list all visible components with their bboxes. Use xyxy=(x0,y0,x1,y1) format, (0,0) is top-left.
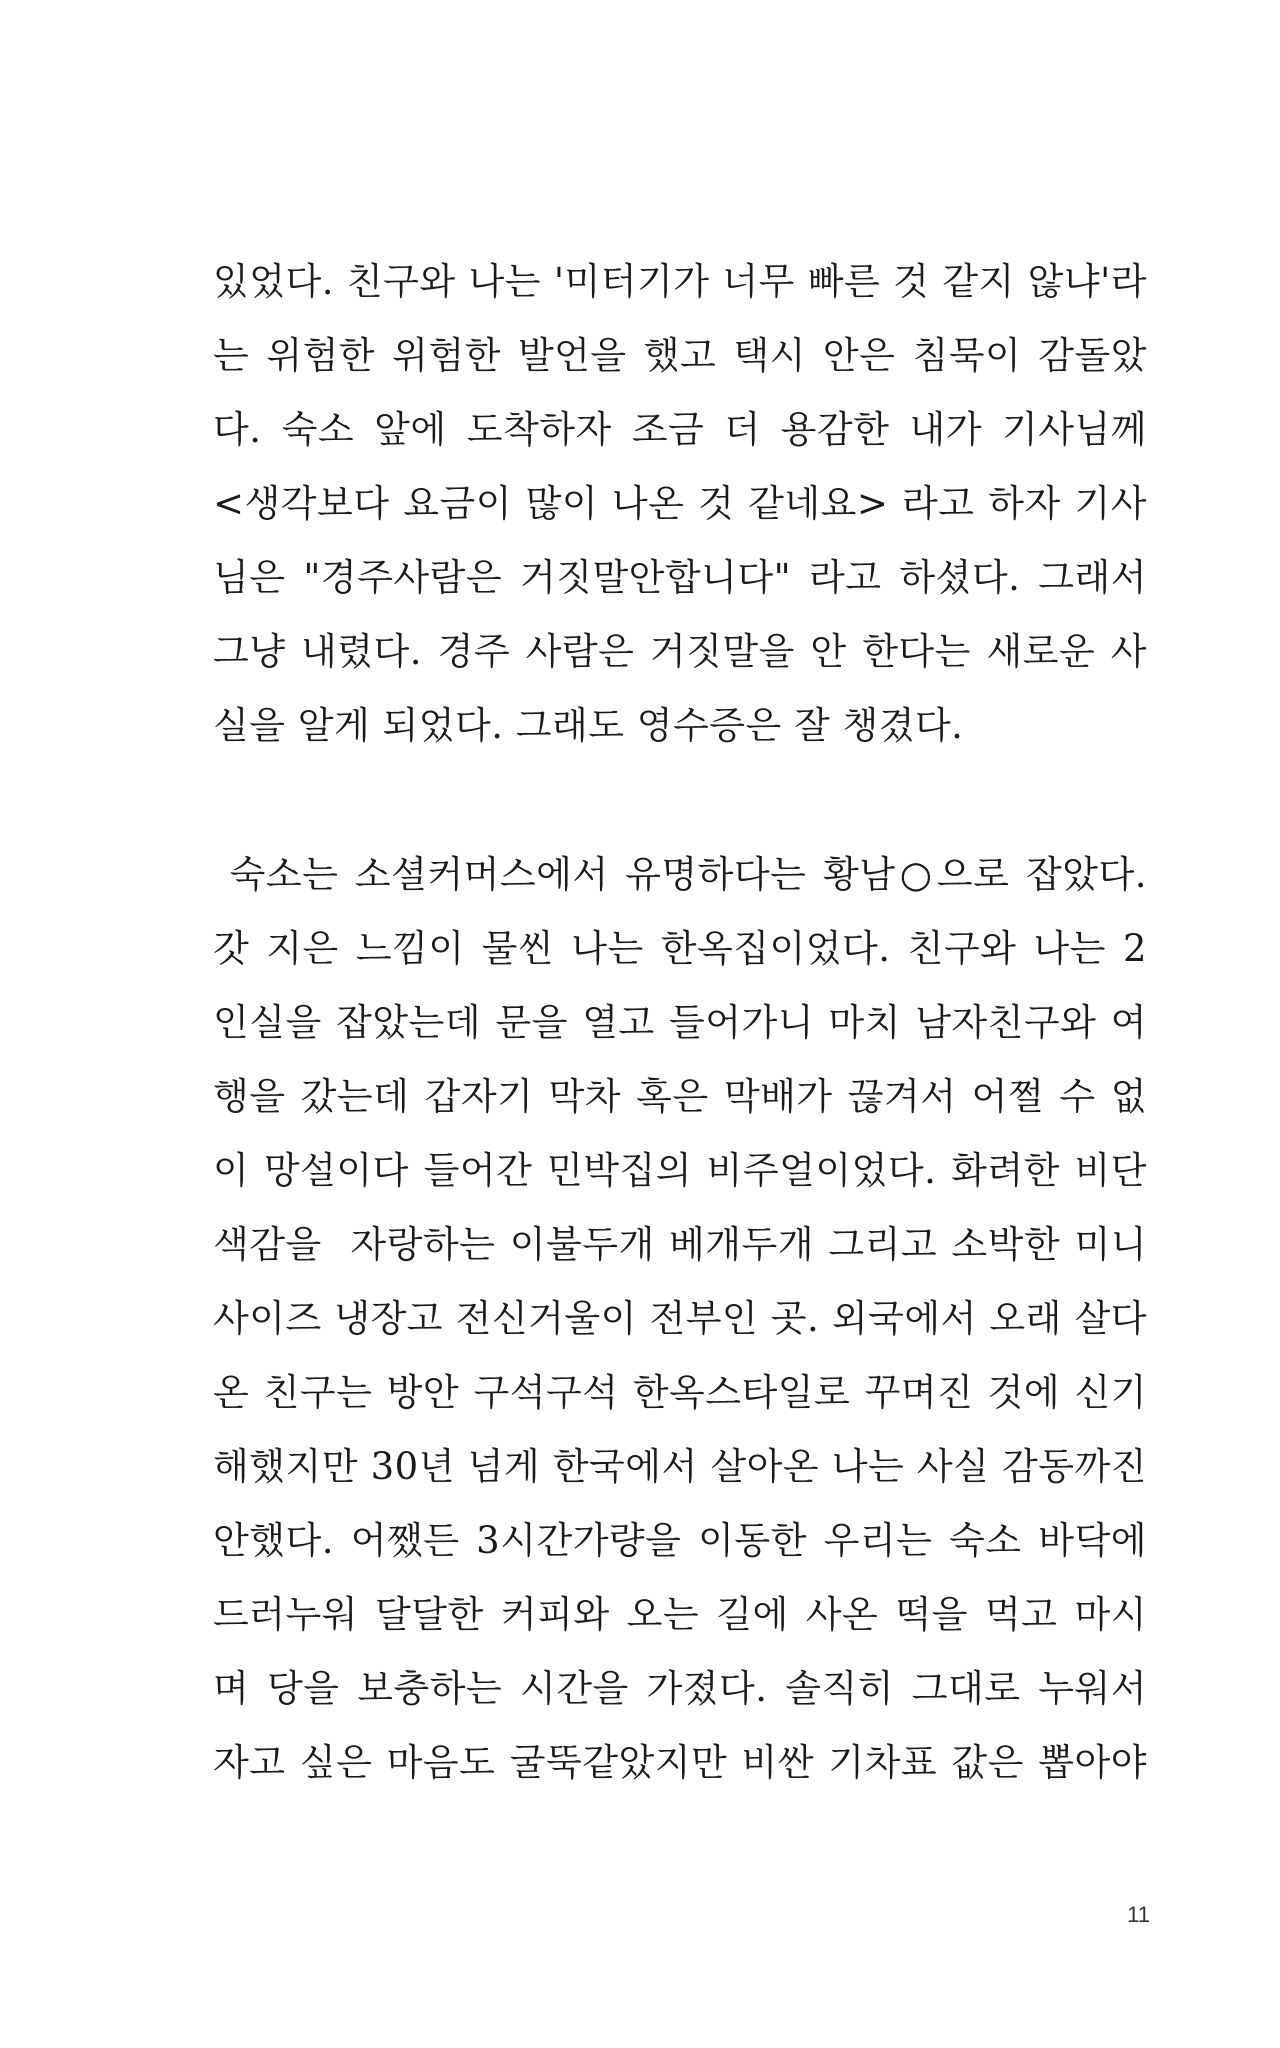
text-line: <생각보다 요금이 많이 나온 것 같네요> 라고 하자 기사 xyxy=(213,482,1147,525)
paragraph-1 xyxy=(213,245,1147,763)
text-line: 그냥 내렸다. 경주 사람은 거짓말을 안 한다는 새로운 사 xyxy=(213,630,1147,673)
text-line: 해했지만 30년 넘게 한국에서 살아온 나는 사실 감동까진 xyxy=(213,1445,1147,1488)
text-line: 온 친구는 방안 구석구석 한옥스타일로 꾸며진 것에 신기 xyxy=(213,1371,1147,1414)
text-line: 있었다. 친구와 나는 '미터기가 너무 빠른 것 같지 않냐'라 xyxy=(213,260,1147,303)
page-number: 11 xyxy=(1127,1902,1150,1927)
text-line: 는 위험한 위험한 발언을 했고 택시 안은 침묵이 감돌았 xyxy=(213,334,1147,377)
text-line: 인실을 잡았는데 문을 열고 들어가니 마치 남자친구와 여 xyxy=(213,1001,1147,1044)
text-line: 드러누워 달달한 커피와 오는 길에 사온 떡을 먹고 마시 xyxy=(213,1593,1147,1636)
text-line: 실을 알게 되었다. 그래도 영수증은 잘 챙겼다. xyxy=(213,704,964,747)
text-line: 자고 싶은 마음도 굴뚝같았지만 비싼 기차표 값은 뽑아야 xyxy=(213,1741,1147,1784)
text-line: 갓 지은 느낌이 물씬 나는 한옥집이었다. 친구와 나는 2 xyxy=(213,927,1147,970)
text-line: 이 망설이다 들어간 민박집의 비주얼이었다. 화려한 비단 xyxy=(213,1149,1147,1192)
text-line: 숙소는 소셜커머스에서 유명하다는 황남○으로 잡았다. xyxy=(213,853,1147,896)
text-line: 며 당을 보충하는 시간을 가졌다. 솔직히 그대로 누워서 xyxy=(213,1667,1147,1710)
text-line: 사이즈 냉장고 전신거울이 전부인 곳. 외국에서 오래 살다 xyxy=(213,1297,1147,1340)
paragraph-2 xyxy=(213,838,1147,1800)
text-line: 행을 갔는데 갑자기 막차 혹은 막배가 끊겨서 어쩔 수 없 xyxy=(213,1075,1147,1118)
text-line: 안했다. 어쨌든 3시간가량을 이동한 우리는 숙소 바닥에 xyxy=(213,1519,1147,1562)
text-line: 색감을 자랑하는 이불두개 베개두개 그리고 소박한 미니 xyxy=(213,1223,1147,1266)
text-line: 다. 숙소 앞에 도착하자 조금 더 용감한 내가 기사님께 xyxy=(213,408,1147,451)
text-line: 님은 "경주사람은 거짓말안합니다" 라고 하셨다. 그래서 xyxy=(213,556,1147,599)
